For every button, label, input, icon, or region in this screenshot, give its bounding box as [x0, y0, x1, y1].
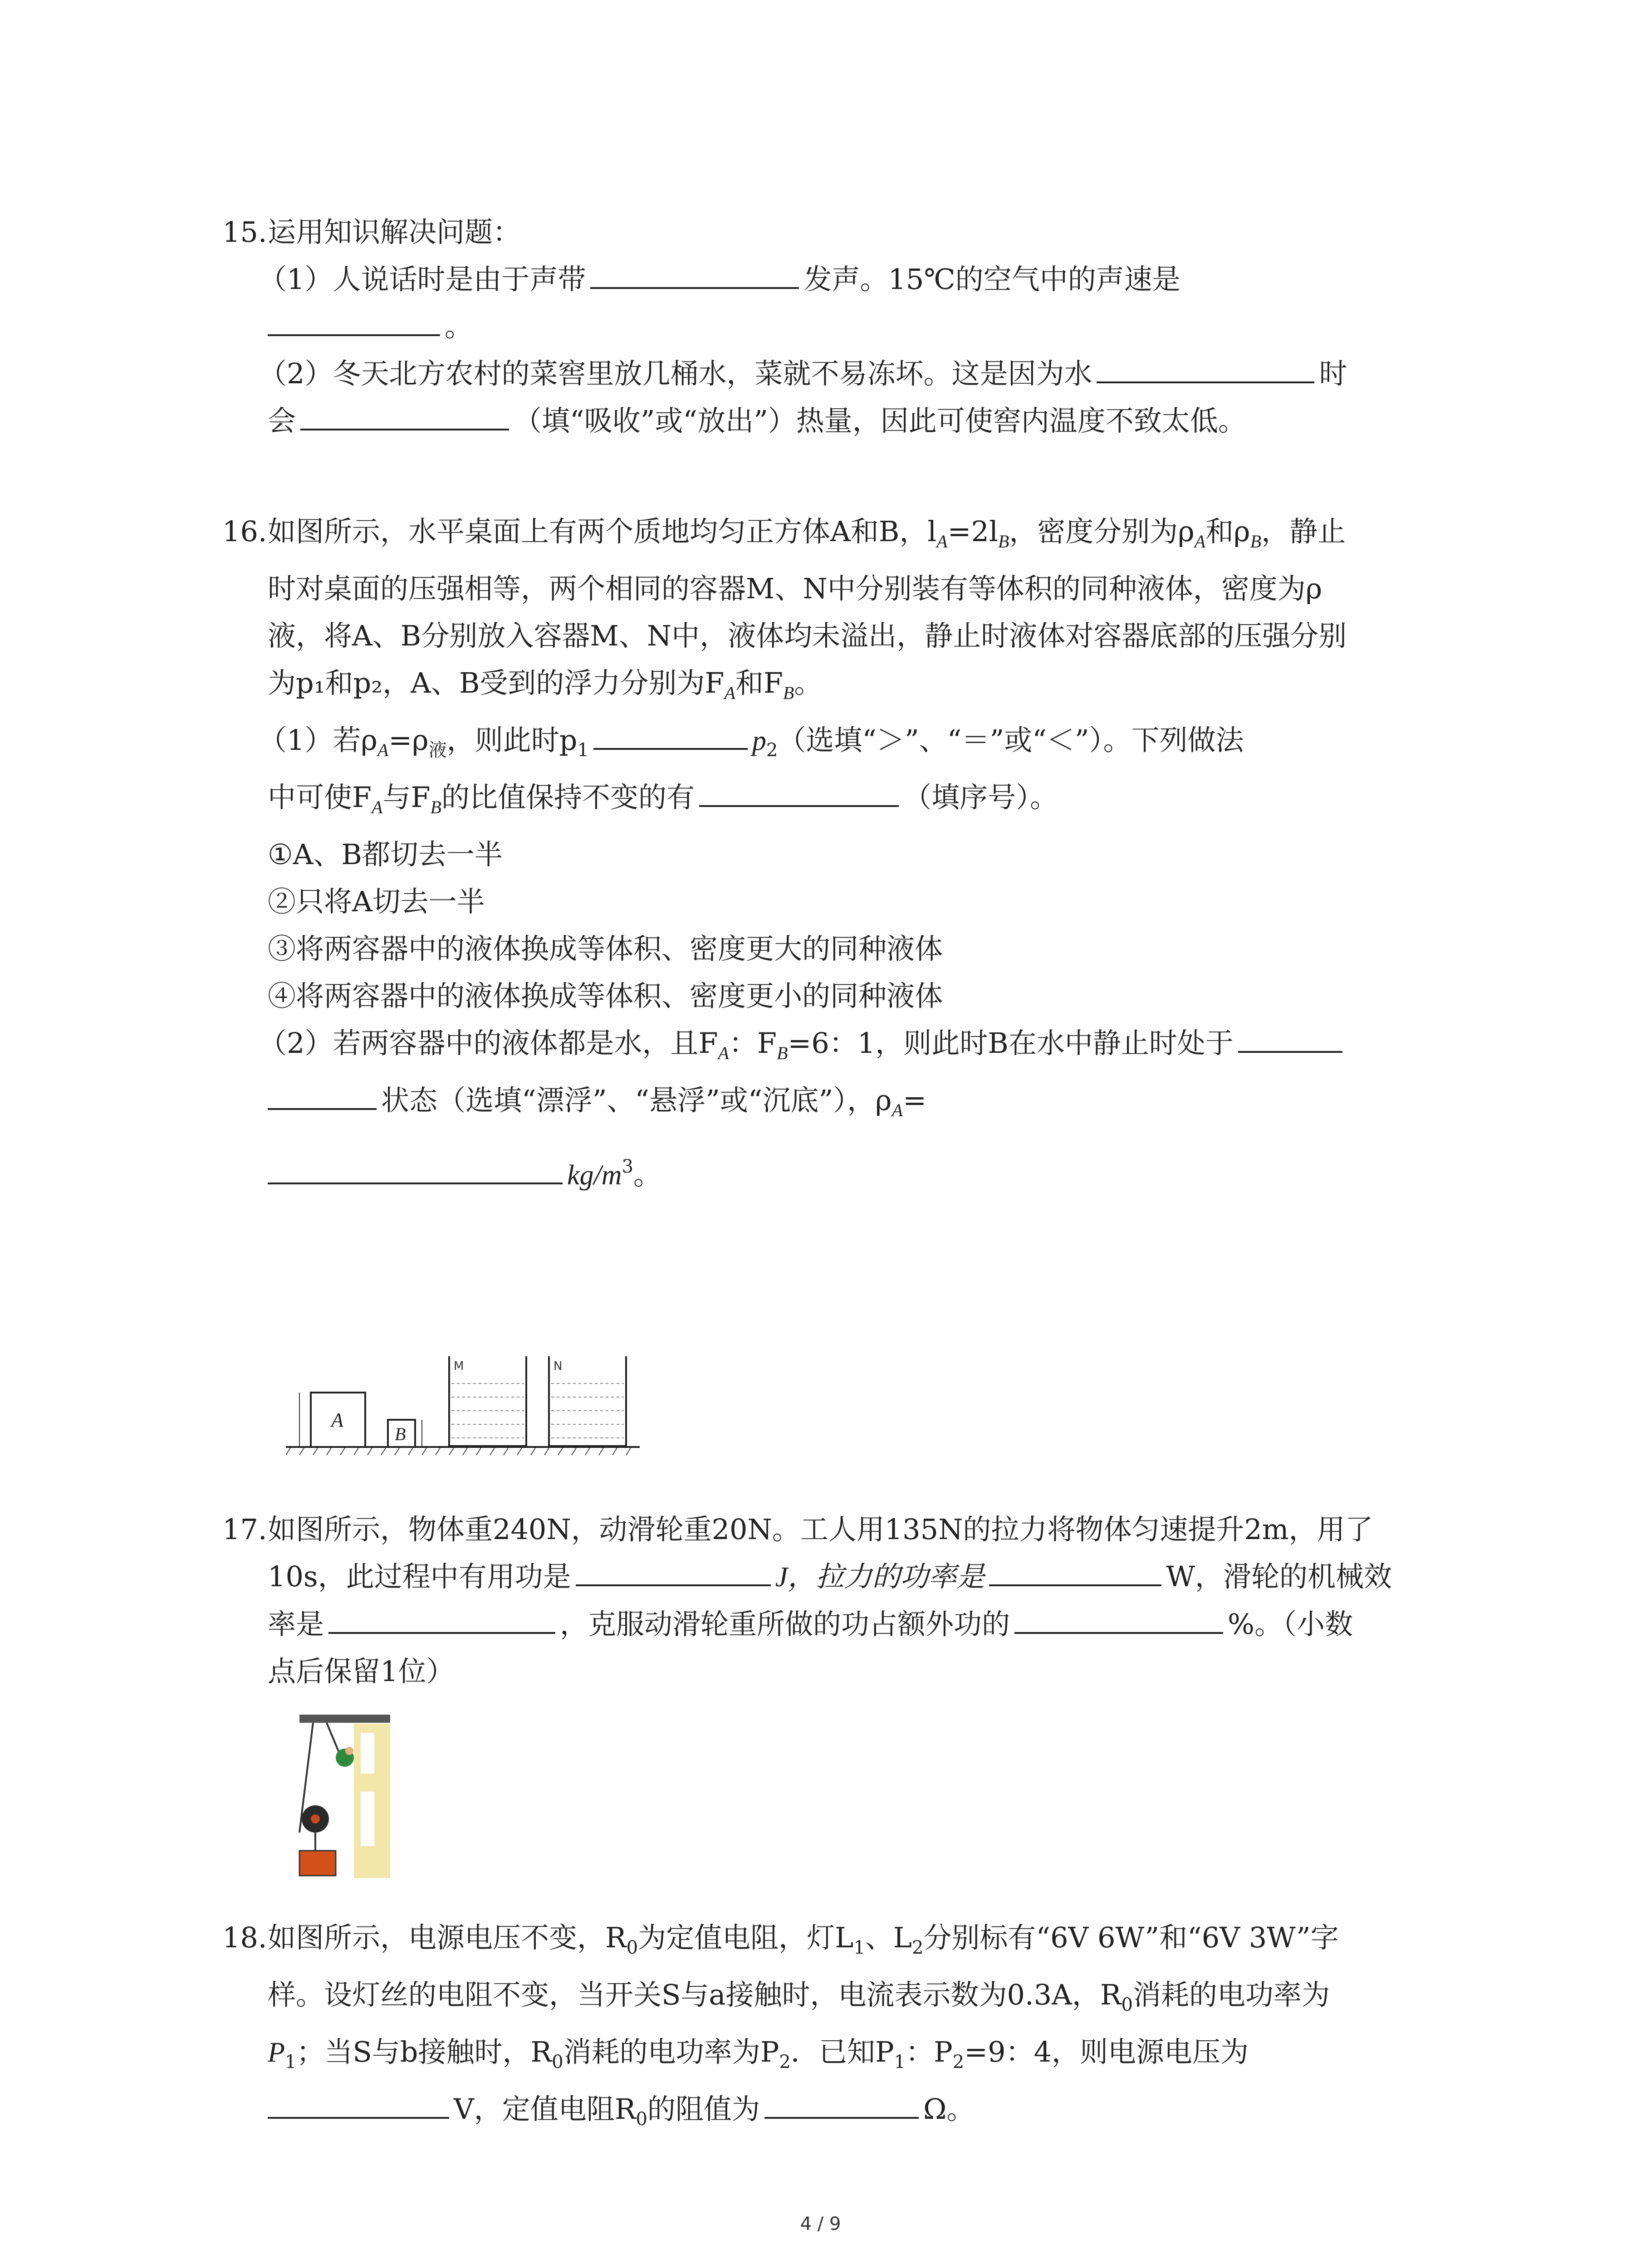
- q18-l3-sub3: 2: [779, 2052, 791, 2072]
- q16-blank-4[interactable]: [268, 1157, 563, 1184]
- q16-unit-sup: 3: [622, 1156, 633, 1177]
- q16-p2-f: 。: [633, 1158, 661, 1191]
- q15-blank-1[interactable]: [590, 262, 799, 289]
- q18-l3-sub2: 0: [552, 2052, 563, 2072]
- wall-window-1: [361, 1733, 374, 1774]
- q16-line1: [222, 508, 1456, 565]
- q18-line1: [222, 1914, 1456, 1971]
- q18-l3-d: ．已知P: [790, 2035, 894, 2068]
- wall-window-2: [361, 1792, 374, 1846]
- q16-p2-d: 状态（选填“漂浮”、“悬浮”或“沉底”），ρ: [381, 1084, 892, 1117]
- q15-part2-line1: [222, 350, 1456, 397]
- q17-l2-b: J，拉力的功率是: [775, 1562, 985, 1593]
- rope-right: [327, 1723, 340, 1755]
- q16-p1-sub3: 1: [577, 740, 589, 761]
- q16-blank-1[interactable]: [593, 723, 748, 750]
- q15-part1-line1: [222, 256, 1456, 303]
- q18-l1-sub2: 1: [853, 1937, 865, 1958]
- q15-blank-4[interactable]: [300, 403, 509, 430]
- q17-l2-a: 10s，此过程中有用功是: [268, 1560, 571, 1593]
- q17-l1: 如图所示，物体重240N，动滑轮重20N。工人用135N的拉力将物体匀速提升2m，用了: [268, 1513, 1373, 1546]
- q16-p1-c: ，则此时p: [446, 723, 578, 757]
- q18-l1-d: 分别标有“6V 6W”和“6V 3W”字: [923, 1921, 1339, 1954]
- question-18: [222, 1914, 1456, 2143]
- q15-p2-text-d: （填“吸收”或“放出”）热量，因此可使窖内温度不致太低。: [514, 404, 1246, 437]
- q16-l1-e: ，静止: [1261, 515, 1346, 548]
- ground: [286, 1447, 640, 1455]
- document-sheet: [209, 163, 1452, 2204]
- q16-part2-line2: [222, 1077, 1456, 1134]
- q16-figure: [286, 1352, 649, 1470]
- q16-l1: 如图所示，水平桌面上有两个质地均匀正方体A和B，l: [268, 515, 937, 548]
- q16-l4-c: 。: [794, 666, 823, 699]
- q16-p2-sub2: B: [776, 1043, 788, 1063]
- q16-number: 16.: [222, 515, 267, 548]
- q18-l4-b: 的阻值为: [647, 2092, 760, 2126]
- q16-p1-a: （1）若ρ: [259, 723, 377, 757]
- q18-l3-c: 消耗的电功率为P: [563, 2035, 779, 2068]
- q18-line4: [222, 2086, 1456, 2143]
- q17-number: 17.: [222, 1513, 267, 1546]
- q16-p1-sub4: 2: [766, 740, 778, 761]
- cube-b-label: B: [395, 1424, 406, 1444]
- q17-blank-4[interactable]: [1014, 1607, 1223, 1634]
- q15-p1-text-b: 发声。15℃的空气中的声速是: [803, 263, 1181, 296]
- q18-l2-a: 样。设灯丝的电阻不变，当开关S与a接触时，电流表示数为0.3A，R: [268, 1978, 1122, 2011]
- q16-line4: [222, 660, 1456, 717]
- q18-l1-c: 、L: [865, 1921, 912, 1954]
- q18-blank-2[interactable]: [764, 2092, 919, 2119]
- q16-line3: 液，将A、B分别放入容器M、N中，液体均未溢出，静止时液体对容器底部的压强分别: [268, 619, 1347, 652]
- q16-l4: 为p₁和p₂，A、B受到的浮力分别为F: [268, 666, 725, 699]
- q17-figure: [286, 1715, 404, 1882]
- q16-p1-f: 中可使F: [268, 781, 372, 814]
- q17-blank-2[interactable]: [989, 1559, 1161, 1586]
- cube-a-label: A: [331, 1409, 343, 1431]
- q18-l3-a: P: [268, 2037, 285, 2068]
- q18-l1-b: 为定值电阻，灯L: [638, 1921, 854, 1954]
- q16-p1-g: 与F: [382, 781, 431, 814]
- q18-line3: [222, 2028, 1456, 2086]
- q16-p1-sub2: 液: [428, 740, 447, 761]
- q17-line2: [222, 1553, 1456, 1601]
- q15-p2-text-a: （2）冬天北方农村的菜窖里放几桶水，菜就不易冻坏。这是因为水: [259, 357, 1092, 390]
- q16-l1-sub2: B: [998, 531, 1009, 552]
- q18-l1-sub3: 2: [911, 1937, 924, 1958]
- q15-p1-text-a: （1）人说话时是由于声带: [259, 263, 586, 296]
- q18-l3-e: ：P: [905, 2035, 953, 2068]
- question-16: [222, 508, 1456, 1199]
- q16-p2-e: =: [903, 1084, 927, 1117]
- q17-line1: [222, 1506, 1456, 1553]
- q16-l4-b: 和F: [735, 666, 783, 699]
- container-n-label: N: [554, 1359, 563, 1373]
- q15-number: 15.: [222, 215, 267, 249]
- q18-l3-sub5: 2: [952, 2052, 965, 2072]
- q17-line3: [222, 1601, 1456, 1648]
- worker-head: [345, 1747, 353, 1755]
- q16-option-4: ④将两容器中的液体换成等体积、密度更小的同种液体: [268, 979, 943, 1012]
- q18-l3-sub: 1: [284, 2052, 297, 2072]
- q16-p1-d: p: [752, 725, 766, 756]
- q15-blank-3[interactable]: [1097, 356, 1314, 383]
- container-m-label: M: [454, 1359, 464, 1373]
- q16-l4-sub2: B: [783, 683, 794, 703]
- q18-l4-sub: 0: [636, 2109, 647, 2130]
- q16-p1-sub6: B: [430, 797, 441, 817]
- q16-p1-h: 的比值保持不变的有: [441, 781, 695, 814]
- q15-p2-text-c: 会: [268, 404, 296, 437]
- q17-l3-c: %。（小数: [1228, 1608, 1353, 1641]
- q16-p1-b: =ρ: [388, 723, 429, 757]
- q16-part1-line2: [222, 774, 1456, 831]
- q16-part1-line1: [222, 717, 1456, 774]
- q15-part2-line2: [222, 397, 1456, 445]
- q18-l3-f: =9：4，则电源电压为: [964, 2035, 1249, 2068]
- q16-p1-sub: A: [377, 740, 389, 760]
- q16-p1-sub5: A: [372, 797, 383, 817]
- q15-blank-2[interactable]: [268, 309, 440, 336]
- q18-l1-a: 如图所示，电源电压不变，R: [268, 1921, 627, 1954]
- q18-l3-sub4: 1: [894, 2052, 906, 2072]
- q16-p1-e: （选填“＞”、“＝”或“＜”）。下列做法: [778, 723, 1244, 757]
- q16-l4-sub: A: [724, 683, 735, 703]
- q17-l3-b: ，克服动滑轮重所做的功占额外功的: [560, 1608, 1010, 1641]
- q16-l1-sub3: A: [1194, 531, 1206, 552]
- q16-unit: kg/m: [567, 1160, 622, 1191]
- pulley-axle: [311, 1814, 320, 1823]
- q15-title: [222, 209, 1456, 256]
- q16-l1-b: =2l: [947, 515, 998, 548]
- q17-blank-3[interactable]: [328, 1607, 555, 1634]
- q18-number: 18.: [222, 1921, 267, 1954]
- q16-option-1: ①A、B都切去一半: [268, 838, 503, 871]
- q16-p2-a: （2）若两容器中的液体都是水，且F: [259, 1026, 718, 1060]
- q16-part2-line3: [222, 1143, 1456, 1199]
- page-number: 4 / 9: [800, 2214, 841, 2234]
- container-n: [549, 1356, 626, 1446]
- container-m: [449, 1356, 526, 1446]
- q18-l2-sub: 0: [1121, 1994, 1133, 2015]
- q18-line2: [222, 1971, 1456, 2028]
- q15-intro: 运用知识解决问题：: [268, 215, 521, 249]
- q15-part1-line2: [222, 303, 1456, 350]
- q16-p2-sub: A: [718, 1043, 729, 1063]
- q16-line2: 时对桌面的压强相等，两个相同的容器M、N中分别装有等体积的同种液体，密度为ρ: [268, 572, 1323, 605]
- q18-l2-b: 消耗的电功率为: [1132, 1978, 1330, 2011]
- q16-p1-i: （填序号）。: [903, 781, 1058, 814]
- q15-p2-text-b: 时: [1319, 357, 1347, 390]
- q16-l1-c: ，密度分别为ρ: [1009, 515, 1195, 548]
- q16-blank-3b[interactable]: [268, 1083, 377, 1110]
- q16-part2-line1: [222, 1020, 1456, 1077]
- q16-option-3: ③将两容器中的液体换成等体积、密度更大的同种液体: [268, 932, 943, 965]
- q18-l3-b: ；当S与b接触时，R: [296, 2035, 552, 2068]
- q17-l2-c: W，滑轮的机械效: [1166, 1560, 1392, 1593]
- question-17: [222, 1506, 1456, 1695]
- q16-blank-3a[interactable]: [1238, 1026, 1342, 1053]
- q18-l4-a: V，定值电阻R: [454, 2092, 636, 2126]
- q16-p2-sub3: A: [892, 1100, 903, 1120]
- ceiling-beam: [299, 1715, 390, 1723]
- q16-p2-c: =6：1，则此时B在水中静止时处于: [788, 1026, 1234, 1060]
- question-15: [222, 209, 1456, 445]
- q17-blank-1[interactable]: [576, 1559, 771, 1586]
- q16-blank-2[interactable]: [699, 780, 899, 807]
- q15-p1-text-c: 。: [445, 310, 473, 343]
- q16-l1-sub4: B: [1250, 531, 1262, 552]
- q16-l1-d: 和ρ: [1205, 515, 1250, 548]
- q16-l1-sub: A: [936, 531, 948, 552]
- q18-l4-c: Ω。: [923, 2092, 975, 2126]
- q17-line4: 点后保留1位）: [268, 1655, 455, 1688]
- q18-l1-sub: 0: [626, 1937, 638, 1958]
- q18-blank-1[interactable]: [268, 2092, 449, 2119]
- q16-option-2: ②只将A切去一半: [268, 885, 485, 918]
- q17-l3-a: 率是: [268, 1608, 324, 1641]
- load-box: [299, 1851, 336, 1876]
- q16-p2-b: ：F: [729, 1026, 777, 1060]
